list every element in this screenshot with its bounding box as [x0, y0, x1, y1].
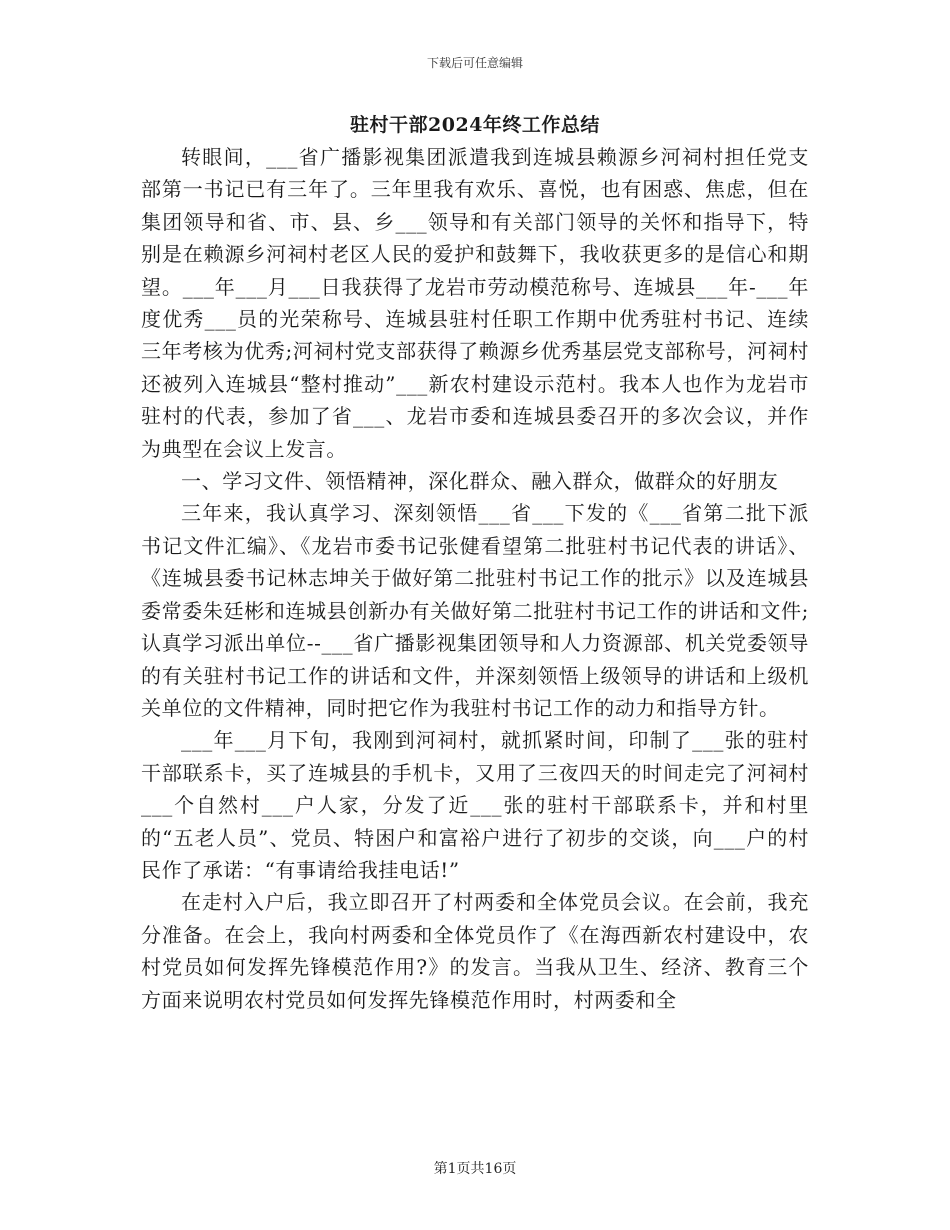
document-title: 驻村干部2024年终工作总结 [350, 114, 600, 136]
paragraph-meeting: 在走村入户后，我立即召开了村两委和全体党员会议。在会前，我充分准备。在会上，我向村两委和全体党员作了《在海西新农村建设中，农村党员如何发挥先锋模范作用?》的发言。当我从卫生、经济、教育三个方面来说明农村党员如何发挥先锋模范作用时，村两委和全 [141, 890, 809, 1012]
page-number: 第1页共16页 [433, 1161, 517, 1177]
paragraph-visit: ___年___月下旬，我刚到河祠村，就抓紧时间，印制了___张的驻村干部联系卡，买了连城县的手机卡，又用了三夜四天的时间走完了河祠村___个自然村___户人家，分发了近___张的驻村干部联系卡，并和村里的“五老人员”、党员、特困户和富裕户进行了初步的交谈，向___户的村民作了承诺：“有事请给我挂电话!” [141, 728, 809, 882]
paragraph-intro: 转眼间，___省广播影视集团派遣我到连城县赖源乡河祠村担任党支部第一书记已有三年了。三年里我有欢乐、喜悦，也有困惑、焦虑，但在集团领导和省、市、县、乡___领导和有关部门领导的关怀和指导下，特别是在赖源乡河祠村老区人民的爱护和鼓舞下，我收获更多的是信心和期望。___年___月___日我获得了龙岩市劳动模范称号、连城县___年-___年度优秀___员的光荣称号、连城县驻村任职工作期中优秀驻村书记、连续三年考核为优秀;河祠村党支部获得了赖源乡优秀基层党支部称号，河祠村还被列入连城县“整村推动”___新农村建设示范村。我本人也作为龙岩市驻村的代表，参加了省___、龙岩市委和连城县委召开的多次会议，并作为典型在会议上发言。 [141, 145, 809, 461]
paragraph-study: 三年来，我认真学习、深刻领悟___省___下发的《___省第二批下派书记文件汇编》、《龙岩市委书记张健看望第二批驻村书记代表的讲话》、《连城县委书记林志坤关于做好第二批驻村书记工作的批示》以及连城县委常委朱廷彬和连城县创新办有关做好第二批驻村书记工作的讲话和文件;认真学习派出单位--___省广播影视集团领导和人力资源部、机关党委领导的有关驻村书记工作的讲话和文件，并深刻领悟上级领导的讲话和上级机关单位的文件精神，同时把它作为我驻村书记工作的动力和指导方针。 [141, 501, 809, 720]
section-heading-1: 一、学习文件、领悟精神，深化群众、融入群众，做群众的好朋友 [181, 469, 779, 494]
page-header-note: 下载后可任意编辑 [426, 56, 523, 70]
document-body [141, 141, 809, 1016]
